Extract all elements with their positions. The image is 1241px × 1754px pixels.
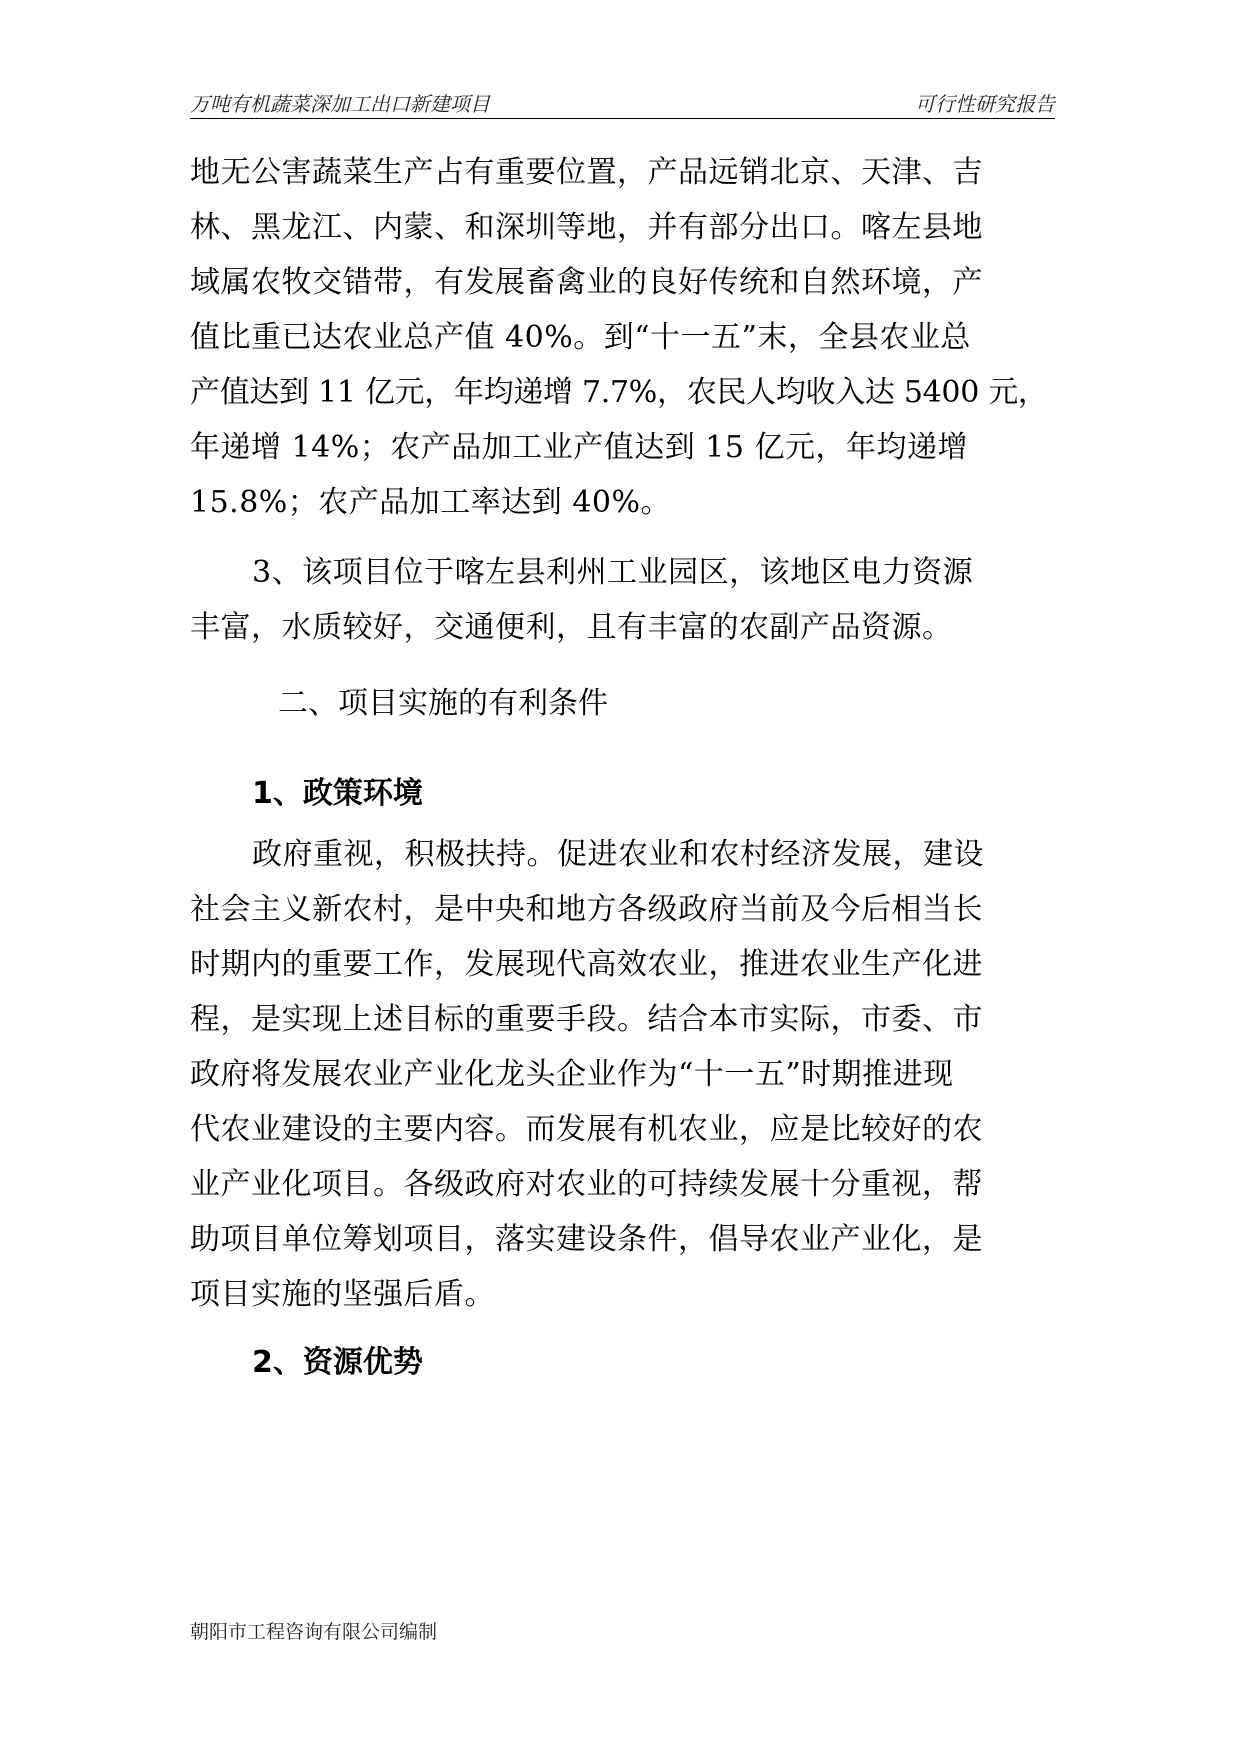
page-footer: 朝阳市工程咨询有限公司编制 — [190, 1621, 438, 1643]
page-header — [190, 84, 1055, 119]
subsection-heading-resources: 2、资源优势 — [252, 1345, 423, 1380]
paragraph-line: 政府将发展农业产业化龙头企业作为“十一五”时期推进现 — [190, 1057, 954, 1092]
section-heading: 二、项目实施的有利条件 — [278, 686, 608, 721]
paragraph-line: 3、该项目位于喀左县利州工业园区，该地区电力资源 — [252, 555, 974, 590]
paragraph-line: 域属农牧交错带，有发展畜禽业的良好传统和自然环境，产 — [190, 265, 983, 300]
paragraph-line: 程，是实现上述目标的重要手段。结合本市实际，市委、市 — [190, 1002, 983, 1037]
paragraph-line: 代农业建设的主要内容。而发展有机农业，应是比较好的农 — [190, 1112, 983, 1147]
paragraph-line: 丰富，水质较好，交通便利，且有丰富的农副产品资源。 — [190, 610, 953, 645]
header-project-title: 万吨有机蔬菜深加工出口新建项目 — [190, 92, 490, 116]
paragraph-line: 时期内的重要工作，发展现代高效农业，推进农业生产化进 — [190, 947, 983, 982]
paragraph-line: 政府重视，积极扶持。促进农业和农村经济发展，建设 — [252, 837, 984, 872]
paragraph-line: 15.8%；农产品加工率达到 40%。 — [190, 485, 672, 520]
paragraph-line: 林、黑龙江、内蒙、和深圳等地，并有部分出口。喀左县地 — [190, 210, 983, 245]
paragraph-line: 地无公害蔬菜生产占有重要位置，产品远销北京、天津、吉 — [190, 155, 983, 190]
paragraph-line: 年递增 14%；农产品加工业产值达到 15 亿元，年均递增 — [190, 430, 968, 465]
paragraph-line: 助项目单位筹划项目，落实建设条件，倡导农业产业化，是 — [190, 1222, 983, 1257]
paragraph-line: 产值达到 11 亿元，年均递增 7.7%，农民人均收入达 5400 元， — [190, 375, 1048, 410]
header-report-type: 可行性研究报告 — [915, 92, 1055, 116]
paragraph-line: 值比重已达农业总产值 40%。到“十一五”末，全县农业总 — [190, 320, 971, 355]
paragraph-line: 业产业化项目。各级政府对农业的可持续发展十分重视，帮 — [190, 1167, 983, 1202]
paragraph-line: 项目实施的坚强后盾。 — [190, 1277, 495, 1312]
paragraph-line: 社会主义新农村，是中央和地方各级政府当前及今后相当长 — [190, 892, 983, 927]
subsection-heading-policy: 1、政策环境 — [252, 776, 423, 811]
